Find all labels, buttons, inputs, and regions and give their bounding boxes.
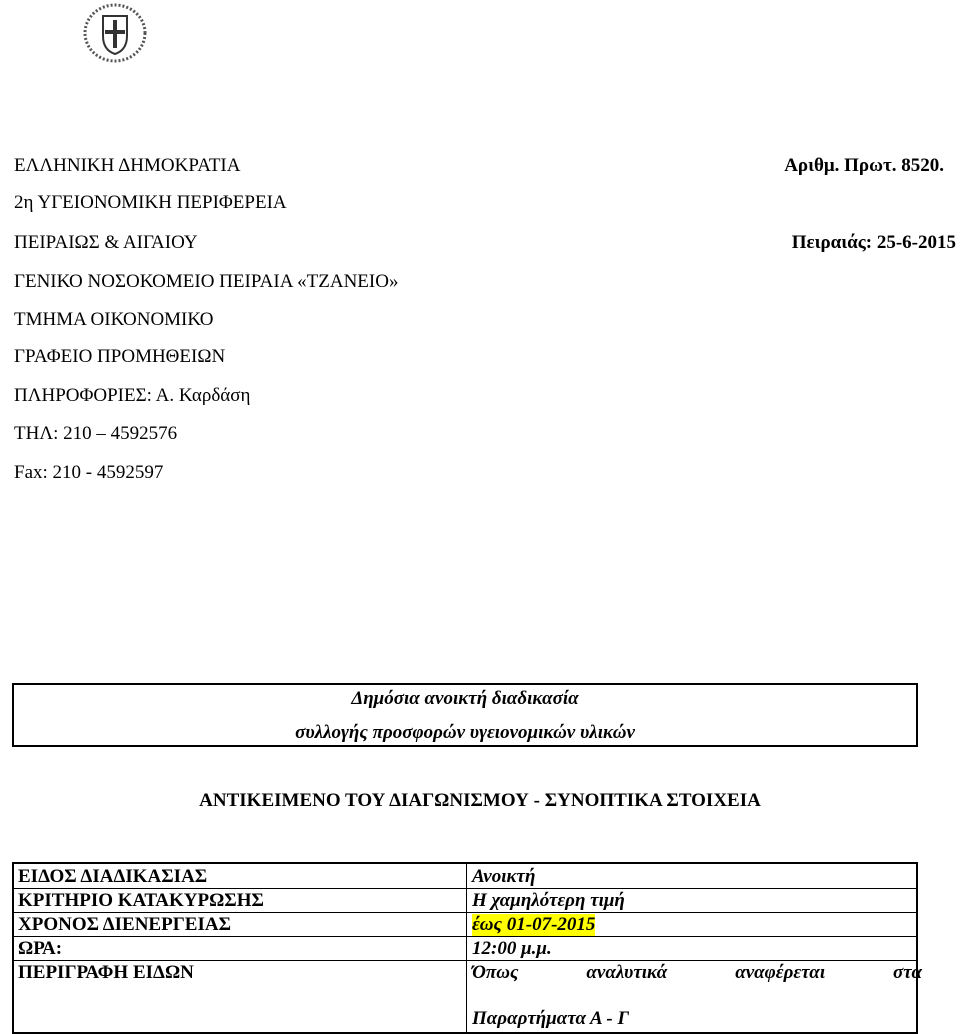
header-line-hospital: ΓΕΝΙΚΟ ΝΟΣΟΚΟΜΕΙΟ ΠΕΙΡΑΙΑ «ΤΖΑΝΕΙΟ»: [14, 271, 399, 292]
header-line-department: ΤΜΗΜΑ ΟΙΚΟΝΟΜΙΚΟ: [14, 309, 214, 330]
table-row: [14, 912, 916, 937]
row-key: ΩΡΑ:: [18, 938, 63, 959]
place-date: Πειραιάς: 25-6-2015: [791, 232, 956, 253]
subject-title: ΑΝΤΙΚΕΙΜΕΝΟ ΤΟΥ ΔΙΑΓΩΝΙΣΜΟΥ - ΣΥΝΟΠΤΙΚΑ ΣΤΟΙΧΕΙΑ: [199, 790, 761, 811]
notice-box: [12, 683, 918, 747]
table-row: [14, 936, 916, 961]
row-key: ΧΡΟΝΟΣ ΔΙΕΝΕΡΓΕΙΑΣ: [18, 914, 232, 935]
header-line-office: ΓΡΑΦΕΙΟ ΠΡΟΜΗΘΕΙΩΝ: [14, 346, 226, 367]
header-line-country: ΕΛΛΗΝΙΚΗ ΔΗΜΟΚΡΑΤΙΑ: [14, 155, 241, 176]
row-value: Η χαμηλότερη τιμή: [472, 890, 625, 911]
header-line-fax: Fax: 210 - 4592597: [14, 462, 164, 483]
row-key: ΠΕΡΙΓΡΑΦΗ ΕΙΔΩΝ: [18, 962, 194, 983]
header-line-info: ΠΛΗΡΟΦΟΡΙΕΣ: Α. Καρδάση: [14, 385, 251, 406]
table-row: [14, 888, 916, 913]
row-value-highlighted: έως 01-07-2015: [472, 914, 596, 935]
summary-table: [12, 862, 922, 1034]
row-key: ΕΙΔΟΣ ΔΙΑΔΙΚΑΣΙΑΣ: [18, 866, 208, 887]
header-line-region-area: ΠΕΙΡΑΙΩΣ & ΑΙΓΑΙΟΥ: [14, 232, 198, 253]
row-value-justified: [472, 962, 922, 984]
value-word: στα: [893, 962, 922, 983]
row-value: Ανοικτή: [472, 866, 536, 887]
table-row: [14, 960, 922, 1034]
row-value: 12:00 μ.μ.: [472, 938, 552, 959]
header-line-phone: ΤΗΛ: 210 – 4592576: [14, 423, 178, 444]
row-key: ΚΡΙΤΗΡΙΟ ΚΑΤΑΚΥΡΩΣΗΣ: [18, 890, 264, 911]
protocol-number: Αριθμ. Πρωτ. 8520.: [784, 155, 944, 176]
value-word: αναφέρεται: [735, 962, 826, 983]
notice-line-1: Δημόσια ανοικτή διαδικασία: [351, 688, 579, 709]
value-word: Όπως: [472, 962, 519, 983]
header-line-region: 2η ΥΓΕΙΟΝΟΜΙΚΗ ΠΕΡΙΦΕΡΕΙΑ: [14, 192, 287, 213]
value-word: αναλυτικά: [586, 962, 668, 983]
notice-line-2: συλλογής προσφορών υγειονομικών υλικών: [295, 722, 635, 743]
table-row: [14, 864, 916, 889]
row-value-line2: Παραρτήματα Α - Γ: [472, 1008, 629, 1029]
greek-emblem-icon: [82, 2, 148, 64]
